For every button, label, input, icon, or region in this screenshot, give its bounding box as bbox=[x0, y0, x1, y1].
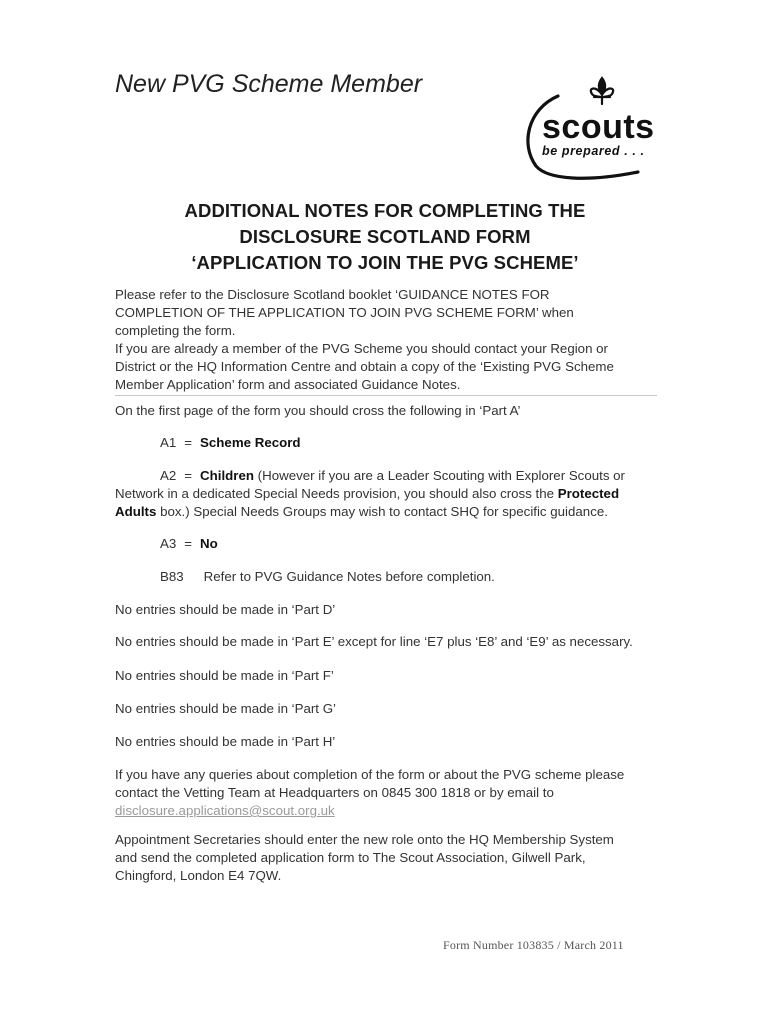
part-g-line: No entries should be made in ‘Part G’ bbox=[115, 701, 336, 716]
a3-equals: = bbox=[184, 536, 193, 551]
b83-code: B83 bbox=[160, 569, 184, 584]
part-d-line: No entries should be made in ‘Part D’ bbox=[115, 602, 336, 617]
heading-line: ADDITIONAL NOTES FOR COMPLETING THE bbox=[184, 200, 586, 221]
a1-equals: = bbox=[184, 435, 193, 450]
document-heading bbox=[115, 198, 655, 276]
appointment-line: and send the completed application form to The Scout Association, Gilwell Park, bbox=[115, 850, 586, 865]
a2-protected: Protected bbox=[557, 486, 620, 501]
part-a-intro: On the first page of the form you should cross the following in ‘Part A’ bbox=[115, 403, 521, 418]
queries-line: If you have any queries about completion of the form or about the PVG scheme please bbox=[115, 767, 625, 782]
appointment-line: Chingford, London E4 7QW. bbox=[115, 868, 282, 883]
a3-code: A3 bbox=[160, 536, 177, 551]
a2-text-1: (However if you are a Leader Scouting with Explorer Scouts or bbox=[253, 468, 625, 483]
scouts-logo bbox=[508, 74, 688, 184]
intro-line: completing the form. bbox=[115, 323, 236, 338]
a1-row bbox=[160, 434, 301, 452]
b83-row bbox=[160, 568, 495, 586]
a2-equals: = bbox=[184, 468, 193, 483]
a2-text-3: box.) Special Needs Groups may wish to contact SHQ for specific guidance. bbox=[156, 504, 608, 519]
intro-line: Member Application’ form and associated Guidance Notes. bbox=[115, 377, 461, 392]
logo-tagline: be prepared . . . bbox=[542, 144, 645, 158]
form-number: Form Number 103835 / March 2011 bbox=[443, 938, 624, 952]
part-e-line: No entries should be made in ‘Part E’ except for line ‘E7 plus ‘E8’ and ‘E9’ as necessary. bbox=[115, 634, 633, 649]
heading-line: ‘APPLICATION TO JOIN THE PVG SCHEME’ bbox=[191, 252, 579, 273]
part-h-line: No entries should be made in ‘Part H’ bbox=[115, 734, 336, 749]
a1-value: Scheme Record bbox=[200, 435, 301, 450]
fleur-de-lis-icon bbox=[591, 78, 613, 104]
a2-adults: Adults bbox=[115, 504, 157, 519]
section-divider bbox=[115, 395, 657, 396]
b83-text: Refer to PVG Guidance Notes before completion. bbox=[203, 569, 495, 584]
appointment-paragraph bbox=[115, 831, 660, 885]
page-title: New PVG Scheme Member bbox=[115, 70, 423, 98]
a1-code: A1 bbox=[160, 435, 177, 450]
heading-line: DISCLOSURE SCOTLAND FORM bbox=[239, 226, 531, 247]
logo-wordmark: scouts bbox=[542, 108, 655, 146]
a3-value: No bbox=[200, 536, 218, 551]
intro-line: If you are already a member of the PVG Scheme you should contact your Region or bbox=[115, 341, 608, 356]
a3-row bbox=[160, 535, 218, 553]
queries-paragraph bbox=[115, 766, 660, 820]
a2-value: Children bbox=[200, 468, 254, 483]
appointment-line: Appointment Secretaries should enter the new role onto the HQ Membership System bbox=[115, 832, 614, 847]
email-link[interactable]: disclosure.applications@scout.org.uk bbox=[115, 803, 335, 818]
intro-line: COMPLETION OF THE APPLICATION TO JOIN PVG SCHEME FORM’ when bbox=[115, 305, 574, 320]
part-f-line: No entries should be made in ‘Part F’ bbox=[115, 668, 334, 683]
intro-line: District or the HQ Information Centre and obtain a copy of the ‘Existing PVG Scheme bbox=[115, 359, 614, 374]
a2-row bbox=[115, 467, 660, 521]
a2-line-1 bbox=[115, 468, 625, 483]
intro-line: Please refer to the Disclosure Scotland booklet ‘GUIDANCE NOTES FOR bbox=[115, 287, 550, 302]
intro-paragraph bbox=[115, 286, 660, 394]
scouts-logo-graphic bbox=[508, 74, 688, 184]
queries-line: contact the Vetting Team at Headquarters on 0845 300 1818 or by email to bbox=[115, 785, 554, 800]
a2-code: A2 bbox=[160, 468, 177, 483]
a2-text-2: Network in a dedicated Special Needs provision, you should also cross the bbox=[115, 486, 558, 501]
